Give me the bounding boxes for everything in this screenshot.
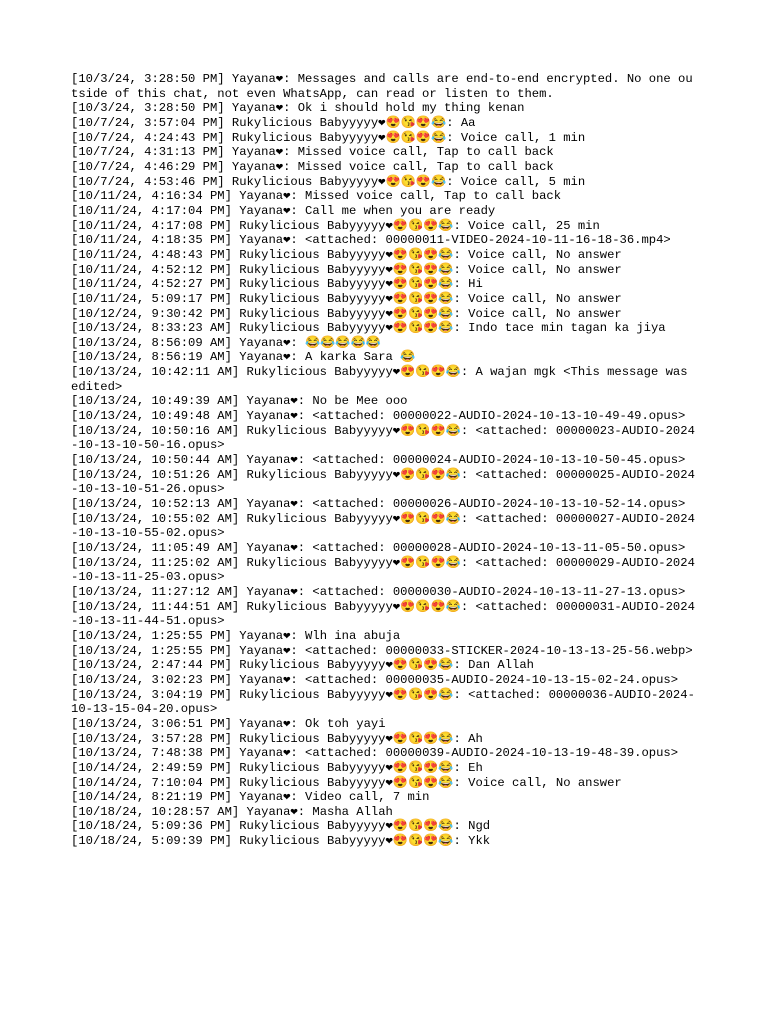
chat-message-line: [10/13/24, 7:48:38 PM] Yayana❤: <attached: 00000039-AUDIO-2024-10-13-19-48-39.opus> (71, 746, 679, 761)
chat-message-line: [10/13/24, 3:57:28 PM] Rukylicious Babyyyyy❤😍😘😍😂: Ah (71, 731, 483, 746)
chat-message-line: [10/18/24, 10:28:57 AM] Yayana❤: Masha Allah (71, 804, 393, 819)
chat-message-line: [10/14/24, 7:10:04 PM] Rukylicious Babyyyyy❤😍😘😍😂: Voice call, No answer (71, 775, 622, 790)
chat-message-line: [10/11/24, 4:17:04 PM] Yayana❤: Call me when you are ready (71, 203, 496, 218)
chat-message-line: [10/14/24, 8:21:19 PM] Yayana❤: Video call, 7 min (71, 790, 430, 805)
chat-transcript (71, 72, 699, 849)
chat-message-line: [10/13/24, 1:25:55 PM] Yayana❤: Wlh ina abuja (71, 628, 401, 643)
chat-message-line: [10/13/24, 10:55:02 AM] Rukylicious Babyyyyy❤😍😘😍😂: <attached: 00000027-AUDIO-2024-10-13-10-55-02.opus> (71, 511, 695, 541)
chat-message-line: [10/13/24, 11:44:51 AM] Rukylicious Babyyyyy❤😍😘😍😂: <attached: 00000031-AUDIO-2024-10-13-11-44-51.opus> (71, 599, 695, 629)
chat-message-line: [10/13/24, 11:25:02 AM] Rukylicious Babyyyyy❤😍😘😍😂: <attached: 00000029-AUDIO-2024-10-13-11-25-03.opus> (71, 555, 695, 585)
chat-message-line: [10/13/24, 3:02:23 PM] Yayana❤: <attached: 00000035-AUDIO-2024-10-13-15-02-24.opus> (71, 672, 679, 687)
chat-message-line: [10/13/24, 10:49:48 AM] Yayana❤: <attached: 00000022-AUDIO-2024-10-13-10-49-49.opus> (71, 409, 686, 424)
chat-message-line: [10/12/24, 9:30:42 PM] Rukylicious Babyyyyy❤😍😘😍😂: Voice call, No answer (71, 306, 622, 321)
chat-message-line: [10/14/24, 2:49:59 PM] Rukylicious Babyyyyy❤😍😘😍😂: Eh (71, 760, 483, 775)
chat-message-line: [10/7/24, 3:57:04 PM] Rukylicious Babyyyyy❤😍😘😍😂: Aa (71, 115, 476, 130)
chat-message-line: [10/11/24, 5:09:17 PM] Rukylicious Babyyyyy❤😍😘😍😂: Voice call, No answer (71, 291, 622, 306)
chat-message-line: [10/11/24, 4:17:08 PM] Rukylicious Babyyyyy❤😍😘😍😂: Voice call, 25 min (71, 218, 600, 233)
chat-message-line: [10/13/24, 10:52:13 AM] Yayana❤: <attached: 00000026-AUDIO-2024-10-13-10-52-14.opus> (71, 497, 686, 512)
chat-message-line: [10/11/24, 4:18:35 PM] Yayana❤: <attached: 00000011-VIDEO-2024-10-11-16-18-36.mp4> (71, 233, 671, 248)
chat-message-line: [10/13/24, 11:05:49 AM] Yayana❤: <attached: 00000028-AUDIO-2024-10-13-11-05-50.opus> (71, 541, 686, 555)
chat-message-line: [10/13/24, 10:50:44 AM] Yayana❤: <attached: 00000024-AUDIO-2024-10-13-10-50-45.opus> (71, 453, 686, 468)
chat-message-line: [10/13/24, 3:06:51 PM] Yayana❤: Ok toh yayi (71, 716, 386, 731)
chat-message-line: [10/3/24, 3:28:50 PM] Yayana❤: Messages and calls are end-to-end encrypted. No one outside of this chat, not even WhatsApp, can read or listen to them. (71, 72, 693, 101)
chat-message-line: [10/13/24, 10:50:16 AM] Rukylicious Babyyyyy❤😍😘😍😂: <attached: 00000023-AUDIO-2024-10-13-10-50-16.opus> (71, 423, 695, 453)
chat-message-line: [10/18/24, 5:09:39 PM] Rukylicious Babyyyyy❤😍😘😍😂: Ykk (71, 834, 491, 849)
chat-message-line: [10/11/24, 4:52:12 PM] Rukylicious Babyyyyy❤😍😘😍😂: Voice call, No answer (71, 262, 622, 277)
chat-message-line: [10/13/24, 3:04:19 PM] Rukylicious Babyyyyy❤😍😘😍😂: <attached: 00000036-AUDIO-2024-10-13-15-04-20.opus> (71, 687, 695, 717)
chat-message-line: [10/13/24, 8:56:19 AM] Yayana❤: A karka Sara 😂 (71, 350, 416, 365)
chat-message-line: [10/7/24, 4:46:29 PM] Yayana❤: Missed voice call, Tap to call back (71, 159, 554, 174)
chat-message-line: [10/11/24, 4:52:27 PM] Rukylicious Babyyyyy❤😍😘😍😂: Hi (71, 277, 483, 292)
chat-message-line: [10/11/24, 4:48:43 PM] Rukylicious Babyyyyy❤😍😘😍😂: Voice call, No answer (71, 247, 622, 262)
chat-message-line: [10/13/24, 10:51:26 AM] Rukylicious Babyyyyy❤😍😘😍😂: <attached: 00000025-AUDIO-2024-10-13-10-51-26.opus> (71, 467, 695, 497)
chat-message-line: [10/13/24, 11:27:12 AM] Yayana❤: <attached: 00000030-AUDIO-2024-10-13-11-27-13.opus> (71, 584, 686, 599)
chat-message-line: [10/7/24, 4:24:43 PM] Rukylicious Babyyyyy❤😍😘😍😂: Voice call, 1 min (71, 130, 586, 145)
chat-message-line: [10/13/24, 10:42:11 AM] Rukylicious Babyyyyy❤😍😘😍😂: A wajan mgk <This message was edited> (71, 365, 695, 394)
chat-message-line: [10/13/24, 8:56:09 AM] Yayana❤: 😂😂😂😂😂 (71, 335, 381, 350)
chat-message-line: [10/3/24, 3:28:50 PM] Yayana❤: Ok i should hold my thing kenan (71, 101, 525, 116)
chat-message-line: [10/7/24, 4:53:46 PM] Rukylicious Babyyyyy❤😍😘😍😂: Voice call, 5 min (71, 174, 586, 189)
chat-message-line: [10/18/24, 5:09:36 PM] Rukylicious Babyyyyy❤😍😘😍😂: Ngd (71, 819, 491, 834)
chat-message-line: [10/13/24, 10:49:39 AM] Yayana❤: No be Mee ooo (71, 394, 408, 409)
chat-message-line: [10/13/24, 1:25:55 PM] Yayana❤: <attached: 00000033-STICKER-2024-10-13-13-25-56.webp> (71, 643, 693, 658)
chat-message-line: [10/7/24, 4:31:13 PM] Yayana❤: Missed voice call, Tap to call back (71, 145, 554, 160)
chat-message-line: [10/11/24, 4:16:34 PM] Yayana❤: Missed voice call, Tap to call back (71, 189, 562, 204)
chat-message-line: [10/13/24, 8:33:23 AM] Rukylicious Babyyyyy❤😍😘😍😂: Indo tace min tagan ka jiya (71, 321, 666, 336)
chat-message-line: [10/13/24, 2:47:44 PM] Rukylicious Babyyyyy❤😍😘😍😂: Dan Allah (71, 658, 534, 673)
